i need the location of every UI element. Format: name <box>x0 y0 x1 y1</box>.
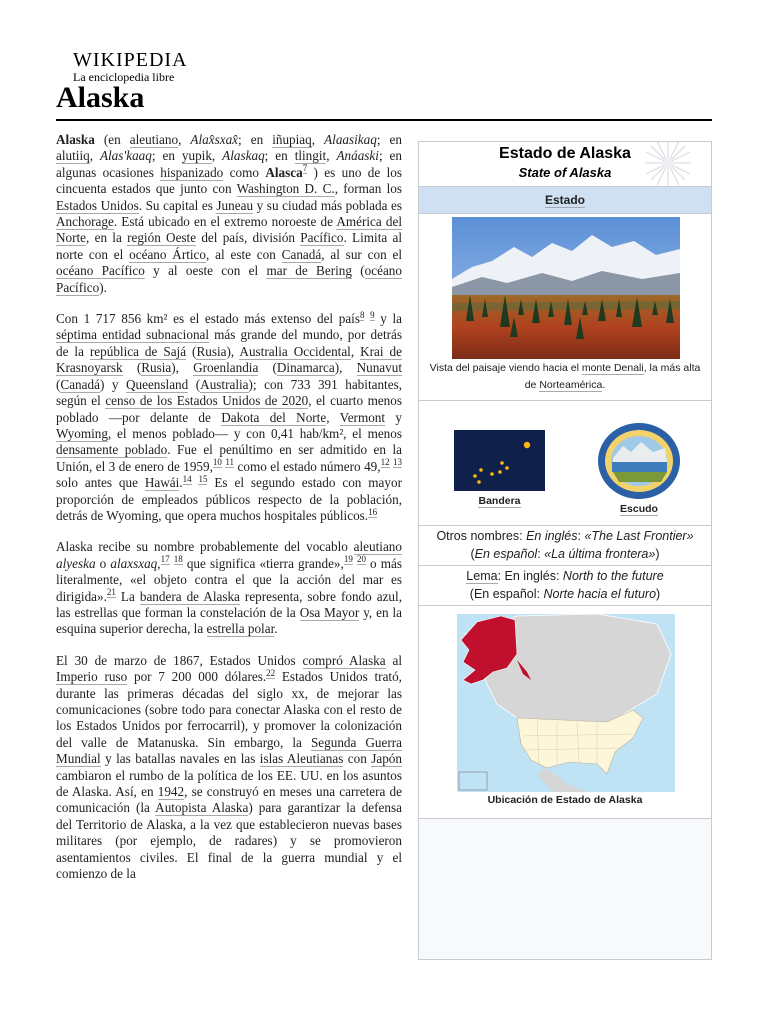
text-run: . Está ubicado en el extremo noroeste de <box>113 214 337 230</box>
flag-label[interactable]: Bandera <box>478 495 521 507</box>
text-run: ), <box>334 360 357 376</box>
article-link[interactable]: Rusia <box>141 360 172 376</box>
infobox-section-heading[interactable] <box>419 187 711 214</box>
text-run: ( <box>188 376 201 392</box>
infobox <box>418 141 712 960</box>
article-link[interactable]: Canadá <box>60 376 100 392</box>
article-link[interactable]: mar de Bering <box>266 263 352 279</box>
article-link[interactable]: Dakota del Norte <box>221 409 327 425</box>
article-body <box>56 132 402 897</box>
article-link[interactable]: Japón <box>371 751 402 767</box>
text-run: que significa «tierra grande», <box>182 555 344 571</box>
reference-link[interactable]: 19 <box>343 554 353 565</box>
text-run: ; en <box>376 132 402 147</box>
article-link[interactable]: Osa Mayor <box>299 604 360 620</box>
reference-link[interactable]: 11 <box>225 457 235 468</box>
motto-lang2: En español <box>473 587 537 601</box>
text-run: ); con 733 391 habitantes, según el <box>56 376 402 409</box>
text-run: , al este con <box>206 246 282 262</box>
article-link[interactable]: Nunavut <box>356 360 402 376</box>
text-run: , en la <box>86 230 128 246</box>
text-run: , se construyó en meses una carretera de comunicación (la <box>56 784 402 816</box>
text-run: ; en algunas ocasiones <box>56 148 403 180</box>
article-link[interactable]: océano Ártico <box>129 246 206 262</box>
article-link[interactable]: hispanizado <box>160 164 224 180</box>
article-link[interactable]: Vermont <box>339 409 386 425</box>
text-run: representa, sobre fondo azul, las estrellas que forman la constelación de la <box>56 588 402 620</box>
text-run: y, en la esquina superior derecha, la <box>56 604 403 637</box>
infobox-subtitle: State of Alaska <box>518 165 612 180</box>
text-run: , <box>157 555 161 571</box>
reference-link[interactable]: 7 <box>302 163 308 174</box>
text-run: El 30 de marzo de 1867, Estados Unidos <box>56 652 303 668</box>
motto-label[interactable]: Lema <box>466 569 498 583</box>
article-link[interactable]: océano Pacífico <box>56 263 145 279</box>
article-link[interactable]: compró Alaska <box>302 652 386 668</box>
article-link[interactable]: república de Sajá <box>89 343 187 359</box>
page-title: Alaska <box>56 81 145 114</box>
article-link[interactable]: Segunda Guerra Mundial <box>56 734 402 767</box>
motto-value1: North to the future <box>562 569 664 583</box>
reference-link[interactable]: 12 <box>380 457 390 468</box>
caption-text-3: . <box>602 379 606 391</box>
italic-term: Alas'kaaq <box>99 148 152 164</box>
text-run: como el estado número 49, <box>234 458 381 474</box>
article-link[interactable]: densamente poblado <box>56 442 168 458</box>
text-run: por 7 200 000 dólares. <box>127 669 267 685</box>
text-run: ( <box>186 343 197 359</box>
text-run: solo antes que <box>56 475 145 491</box>
flag-label-cell <box>454 495 545 507</box>
reference-link[interactable]: 22 <box>266 667 276 678</box>
other-names-lang1: En inglés <box>526 529 578 543</box>
text-run: ( <box>258 360 277 376</box>
caption-link-denali[interactable]: monte Denali <box>581 362 644 374</box>
text-run: ). <box>99 279 107 295</box>
reference-link[interactable]: 14 <box>182 473 192 484</box>
article-link[interactable]: Krai de Krasnoyarsk <box>56 343 402 376</box>
paragraph-intro <box>56 132 402 296</box>
article-link[interactable]: Washington D. C. <box>236 181 335 197</box>
wikipedia-tagline: La enciclopedia libre <box>73 70 175 84</box>
reference-link[interactable]: 10 <box>212 457 222 468</box>
text-run: ( <box>122 360 142 376</box>
title-rule <box>56 119 712 121</box>
text-run: , <box>311 132 325 147</box>
text-run: , <box>89 148 100 164</box>
wikipedia-wordmark: WIKIPEDIA <box>73 49 188 71</box>
italic-term: Anáaski <box>336 148 379 164</box>
article-link[interactable]: Australia <box>200 376 249 392</box>
article-link[interactable]: yupik <box>181 148 212 164</box>
reference-link[interactable]: 9 <box>370 309 375 320</box>
text-run: , <box>326 148 337 164</box>
text-run: , forman los <box>334 181 402 197</box>
text-run: ) y <box>99 376 126 392</box>
text-run: y su ciudad más poblada es <box>253 197 403 213</box>
reference-link[interactable]: 18 <box>173 554 183 565</box>
article-link[interactable]: Autopista Alaska <box>155 800 249 816</box>
article-link[interactable]: iñupiaq <box>272 132 312 147</box>
article-link[interactable]: censo de los Estados Unidos de 2020 <box>105 393 309 409</box>
text-run: Alaska recibe su nombre probablemente del vocablo <box>56 539 354 555</box>
italic-term: Alax̂sxax̂ <box>190 132 239 147</box>
svg-text:·: · <box>638 427 640 434</box>
infobox-map-cell <box>419 606 711 819</box>
bold-term: Alaska <box>56 132 95 147</box>
caption-text: Vista del paisaje viendo hacia el <box>429 362 582 374</box>
text-run: y la <box>374 311 402 327</box>
text-run: y al oeste con el <box>144 263 267 279</box>
text-run: ), <box>226 343 240 359</box>
article-link[interactable]: islas Aleutianas <box>259 751 344 767</box>
text-run: cambiaron el rumbo de la política de los EE. UU. en los asuntos de Alaska. Así, en <box>56 767 402 800</box>
other-names-value2: «La última frontera» <box>544 547 656 561</box>
bold-term: Alasca <box>265 164 303 180</box>
article-link[interactable]: Australia Occidental <box>239 343 351 359</box>
article-link[interactable]: Groenlandia <box>193 360 259 376</box>
paragraph-name <box>56 539 402 637</box>
motto-value2: Norte hacia el futuro <box>543 587 657 601</box>
text-run: del país, división <box>196 230 301 246</box>
text-run: . Limita al norte con el <box>56 230 402 262</box>
text-run: Es el segundo estado con mayor proporción de empleados públicos respecto de la población, detrás de Wyoming, que opera muchos hospitales públicos. <box>56 475 402 523</box>
text-run: , el menos poblado— y con 0,41 hab/km², el menos <box>107 425 402 441</box>
text-run: ; en <box>238 132 273 147</box>
text-run: ), <box>171 360 194 376</box>
text-run: y <box>385 409 403 425</box>
text-run: , al sur con el <box>321 246 403 262</box>
caption-text-2: , la más alta de <box>524 362 701 391</box>
text-run: , el cuarto menos poblado —por delante de <box>56 393 402 425</box>
map-caption: Ubicación de Estado de Alaska <box>487 794 643 806</box>
reference-link[interactable]: 17 <box>160 554 170 565</box>
other-names-value1: «The Last Frontier» <box>584 529 694 543</box>
text-run: y las batallas navales en las <box>100 751 260 767</box>
infobox-other-names: Otros nombres: En inglés: «The Last Frontier» (En español: «La última frontera») <box>419 526 711 566</box>
alaska-seal-image[interactable] <box>597 422 681 500</box>
reference-link[interactable]: 20 <box>356 554 366 565</box>
text-run: más grande del mundo, por detrás de la <box>56 327 402 359</box>
text-run: ; en <box>264 148 295 164</box>
text-run: , <box>326 409 340 425</box>
infobox-motto: Lema: En inglés: North to the future (En español: Norte hacia el futuro) <box>419 566 711 606</box>
text-run: o más literalmente, «el objeto contra el que la acción del mar es dirigida». <box>56 555 403 604</box>
reference-link[interactable]: 8 <box>359 309 365 320</box>
article-link[interactable]: Dinamarca <box>276 360 335 376</box>
text-run: . Su capital es <box>138 197 217 213</box>
text-run: con <box>343 751 372 767</box>
text-run: Con 1 717 856 km² es el estado más extenso del país <box>56 311 360 327</box>
article-link[interactable]: alutiiq <box>56 148 90 164</box>
paragraph-area <box>56 311 402 524</box>
section-link[interactable]: Estado <box>544 193 585 207</box>
article-link[interactable]: Canadá <box>281 246 322 262</box>
article-link[interactable]: América del Norte <box>56 214 402 246</box>
text-run: , <box>178 132 191 147</box>
text-run: , <box>211 148 223 164</box>
text-run: o <box>95 555 111 571</box>
italic-term: alyeska <box>56 555 96 571</box>
infobox-title: Estado de Alaska <box>499 145 631 162</box>
article-link[interactable]: Hawái <box>144 475 180 491</box>
other-names-lang2: En español <box>474 547 538 561</box>
other-names-label: Otros nombres <box>436 529 520 543</box>
article-link[interactable]: Anchorage <box>56 214 114 230</box>
article-link[interactable]: océano Pacífico <box>56 263 402 295</box>
text-run: ( <box>351 263 365 279</box>
article-link[interactable]: Imperio ruso <box>56 669 128 685</box>
article-link[interactable]: región Oeste <box>127 230 197 246</box>
text-run: (en <box>94 132 130 147</box>
location-map-image[interactable] <box>457 614 675 792</box>
photo-caption <box>423 360 707 394</box>
article-link[interactable]: 1942 <box>157 784 185 800</box>
article-link[interactable]: aleutiano <box>129 132 179 147</box>
article-link[interactable]: Pacífico <box>300 230 344 246</box>
reference-link[interactable]: 16 <box>368 506 378 517</box>
seal-label-cell <box>589 503 689 515</box>
italic-term: Alaasikaq <box>324 132 377 147</box>
text-run: ) para garantizar la defensa del Territorio de Alaska, a la vez que establecieron nuevas bases militares (por ejemplo, de radares) y se promovieron asentamientos civiles. El final de la guerra mundial y el comienzo de la <box>56 800 402 882</box>
text-run: ; en <box>151 148 182 164</box>
article-link[interactable]: Juneau <box>216 197 254 213</box>
article-link[interactable]: aleutiano <box>353 539 402 555</box>
text-run: . <box>274 621 278 637</box>
text-run: La <box>115 588 140 604</box>
text-run: al <box>385 652 402 668</box>
article-link[interactable]: Estados Unidos <box>56 197 139 213</box>
denali-landscape-photo[interactable] <box>452 217 680 359</box>
infobox-photo-cell <box>419 214 711 401</box>
text-run: , <box>350 343 361 359</box>
article-link[interactable]: bandera de Alaska <box>139 588 240 604</box>
wikipedia-logo[interactable] <box>73 49 188 84</box>
text-run: ) es uno de los cincuenta estados que junto con <box>56 164 402 197</box>
text-run: Estados Unidos trató, durante las primeras décadas del siglo xx, de mejorar las comunicaciones (sobre todo para conectar Alaska con el resto de los Estados Unidos por ferrocarril), y promover la colonización del valle de Matanuska. Sin embargo, la <box>56 669 402 750</box>
motto-lang1: En inglés <box>504 569 556 583</box>
article-link[interactable]: Queensland <box>125 376 189 392</box>
article-link[interactable]: Rusia <box>196 343 227 359</box>
italic-term: Alaskaq <box>222 148 265 164</box>
reference-link[interactable]: 13 <box>393 457 403 468</box>
article-link[interactable]: tlingit <box>294 148 327 164</box>
italic-term: alaxsxaq <box>110 555 158 571</box>
text-run: . Fue el penúltimo en ser admitido en la Unión, el 3 de enero de 1959, <box>56 442 403 474</box>
caption-link-norteamerica[interactable]: Norteamérica <box>539 379 603 391</box>
reference-link[interactable]: 21 <box>106 587 116 598</box>
text-run: ( <box>56 376 61 392</box>
seal-label[interactable]: Escudo <box>620 503 658 515</box>
article-link[interactable]: séptima entidad subnacional <box>56 327 210 343</box>
text-run: como <box>223 164 266 180</box>
alaska-flag-image[interactable] <box>454 430 545 491</box>
paragraph-history <box>56 653 402 883</box>
article-link[interactable]: estrella polar <box>206 621 275 637</box>
text-run: . <box>179 475 183 491</box>
reference-link[interactable]: 15 <box>198 473 208 484</box>
infobox-header <box>419 142 711 187</box>
article-link[interactable]: Wyoming <box>56 425 108 441</box>
infobox-symbols-cell <box>419 401 711 526</box>
